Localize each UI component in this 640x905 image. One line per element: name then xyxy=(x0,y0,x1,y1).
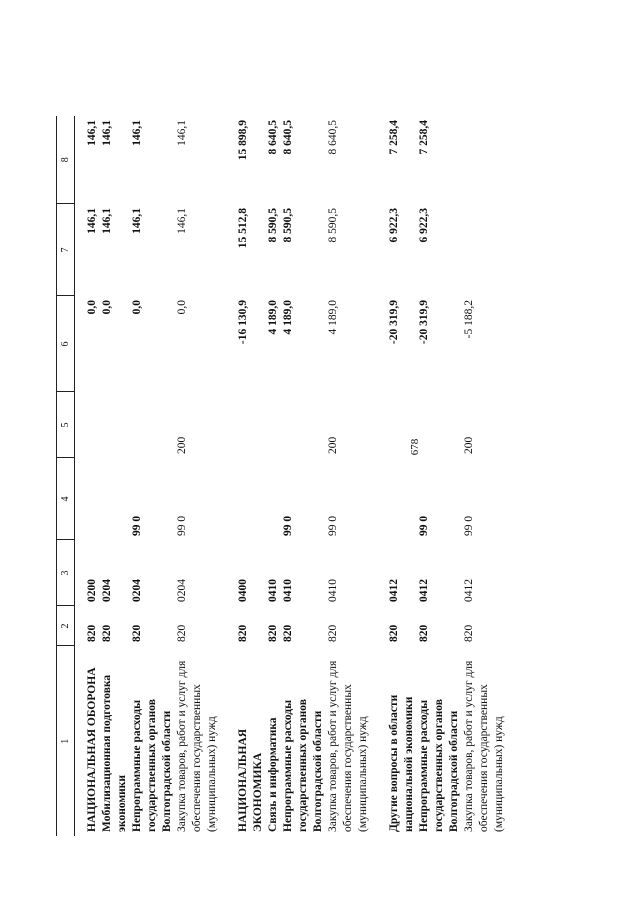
cell-value-8 xyxy=(462,116,507,204)
row-name: Мобилизационная подготовка экономики xyxy=(101,674,128,832)
cell-section: 0400 xyxy=(237,579,249,602)
cell-section: 0410 xyxy=(267,579,279,602)
cell-value-7: 146,1 xyxy=(101,208,113,234)
cell-section: 0410 xyxy=(282,579,294,602)
cell-type xyxy=(75,392,101,458)
column-header: 6 xyxy=(57,296,75,392)
column-header: 1 xyxy=(57,646,75,836)
cell-value-6: 0,0 xyxy=(86,300,98,315)
cell-value-6: 4 189,0 xyxy=(282,300,294,335)
cell-article xyxy=(371,458,417,540)
cell-article xyxy=(100,458,130,540)
table-row xyxy=(130,116,175,836)
cell-value-8: 146,1 xyxy=(131,120,143,146)
cell-ved: 820 xyxy=(267,624,279,642)
cell-section: 0410 xyxy=(327,579,339,602)
cell-value-7: 146,1 xyxy=(176,208,188,234)
cell-ved: 820 xyxy=(101,624,113,642)
column-header: 7 xyxy=(57,204,75,296)
cell-value-6: 0,0 xyxy=(131,300,143,315)
table-row xyxy=(100,116,130,836)
row-name: Закупка товаров, работ и услуг для обеспечения государственных (муниципальных) нужд xyxy=(176,660,218,832)
cell-type xyxy=(371,392,417,458)
cell-value-7: 146,1 xyxy=(131,208,143,234)
cell-section: 0412 xyxy=(418,579,430,602)
column-header: 4 xyxy=(57,458,75,540)
cell-value-8: 146,1 xyxy=(176,120,188,146)
cell-type xyxy=(130,392,175,458)
cell-value-8: 8 640,5 xyxy=(327,120,339,155)
cell-ved: 820 xyxy=(463,624,475,642)
cell-type: 200 xyxy=(327,436,339,454)
cell-ved: 820 xyxy=(282,624,294,642)
cell-value-6: 4 189,0 xyxy=(327,300,339,335)
cell-article: 99 0 xyxy=(282,515,294,536)
page-number: 678 xyxy=(409,438,421,456)
cell-section: 0204 xyxy=(101,579,113,602)
cell-article: 99 0 xyxy=(131,515,143,536)
cell-article: 99 0 xyxy=(418,515,430,536)
cell-article xyxy=(220,458,266,540)
cell-type xyxy=(281,392,326,458)
table-row xyxy=(266,116,281,836)
row-name: Непрограммные расходы государственных органов Волгоградской области xyxy=(282,699,324,832)
cell-type xyxy=(220,392,266,458)
table-row xyxy=(281,116,326,836)
cell-value-6: -20 319,9 xyxy=(388,300,400,345)
cell-value-7: 8 590,5 xyxy=(327,208,339,243)
row-name: Закупка товаров, работ и услуг для обеспечения государственных (муниципальных) нужд xyxy=(327,660,369,832)
cell-article: 99 0 xyxy=(463,515,475,536)
cell-value-6: -20 319,9 xyxy=(418,300,430,345)
cell-value-8: 7 258,4 xyxy=(418,120,430,155)
column-header: 2 xyxy=(57,606,75,646)
column-header: 5 xyxy=(57,392,75,458)
cell-value-8: 146,1 xyxy=(86,120,98,146)
row-name: НАЦИОНАЛЬНАЯ ОБОРОНА xyxy=(86,667,98,832)
cell-value-7 xyxy=(462,204,507,296)
cell-ved: 820 xyxy=(131,624,143,642)
table-row xyxy=(75,116,101,836)
table-row xyxy=(326,116,371,836)
table-row xyxy=(462,116,507,836)
cell-section: 0204 xyxy=(176,579,188,602)
cell-value-6: 4 189,0 xyxy=(267,300,279,335)
cell-type: 200 xyxy=(176,436,188,454)
cell-article xyxy=(75,458,101,540)
document-sheet xyxy=(56,116,640,832)
table-row xyxy=(417,116,462,836)
column-header: 3 xyxy=(57,540,75,606)
cell-value-6: -16 130,9 xyxy=(237,300,249,345)
column-header: 8 xyxy=(57,116,75,204)
cell-article xyxy=(266,458,281,540)
cell-article: 99 0 xyxy=(327,515,339,536)
cell-ved: 820 xyxy=(418,624,430,642)
cell-section: 0200 xyxy=(86,579,98,602)
table-header-row xyxy=(57,116,75,836)
rotated-table-container xyxy=(56,116,505,836)
budget-table xyxy=(56,116,507,836)
cell-ved: 820 xyxy=(327,624,339,642)
cell-value-6: 0,0 xyxy=(101,300,113,315)
cell-ved: 820 xyxy=(176,624,188,642)
cell-value-7: 6 922,3 xyxy=(418,208,430,243)
cell-ved: 820 xyxy=(237,624,249,642)
cell-value-7: 146,1 xyxy=(86,208,98,234)
cell-value-8: 146,1 xyxy=(101,120,113,146)
cell-section: 0204 xyxy=(131,579,143,602)
cell-ved: 820 xyxy=(86,624,98,642)
cell-value-8: 8 640,5 xyxy=(267,120,279,155)
cell-value-8: 8 640,5 xyxy=(282,120,294,155)
row-name: НАЦИОНАЛЬНАЯ ЭКОНОМИКА xyxy=(237,728,264,832)
row-name: Непрограммные расходы государственных органов Волгоградской области xyxy=(418,699,460,832)
cell-value-8: 15 898,9 xyxy=(237,120,249,161)
cell-value-7: 8 590,5 xyxy=(282,208,294,243)
cell-section: 0412 xyxy=(463,579,475,602)
table-row xyxy=(220,116,266,836)
row-name: Связь и информатика xyxy=(267,717,279,832)
row-name: Непрограммные расходы государственных органов Волгоградской области xyxy=(131,699,173,832)
cell-article: 99 0 xyxy=(176,515,188,536)
cell-value-6: 0,0 xyxy=(176,300,188,315)
cell-type xyxy=(100,392,130,458)
table-row xyxy=(371,116,417,836)
cell-type xyxy=(417,392,462,458)
cell-value-7: 8 590,5 xyxy=(267,208,279,243)
cell-value-6: -5 188,2 xyxy=(463,300,475,339)
cell-section: 0412 xyxy=(388,579,400,602)
cell-value-7: 15 512,8 xyxy=(237,208,249,249)
cell-ved: 820 xyxy=(388,624,400,642)
cell-value-8: 7 258,4 xyxy=(388,120,400,155)
table-row xyxy=(175,116,220,836)
cell-type: 200 xyxy=(463,436,475,454)
row-name: Другие вопросы в области национальной экономики xyxy=(388,694,415,832)
cell-type xyxy=(266,392,281,458)
row-name: Закупка товаров, работ и услуг для обеспечения государственных (муниципальных) нужд xyxy=(463,660,505,832)
cell-value-7: 6 922,3 xyxy=(388,208,400,243)
